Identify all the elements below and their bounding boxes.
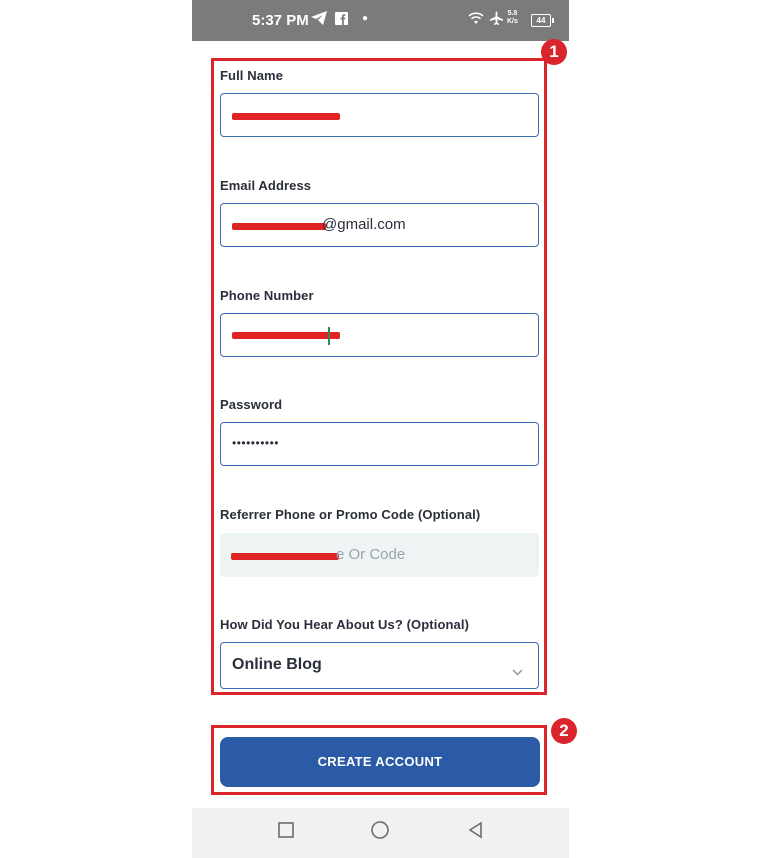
network-speed-value: 5.8 bbox=[507, 10, 518, 17]
full-name-label: Full Name bbox=[220, 68, 284, 83]
annotation-box-button bbox=[211, 725, 547, 795]
home-icon[interactable] bbox=[370, 821, 390, 847]
recent-apps-icon[interactable] bbox=[277, 821, 295, 845]
email-value-suffix: @gmail.com bbox=[322, 216, 406, 233]
notification-dot-icon: ● bbox=[362, 13, 369, 24]
annotation-box-form bbox=[211, 58, 547, 695]
airplane-icon bbox=[489, 11, 504, 30]
referrer-label: Referrer Phone or Promo Code (Optional) bbox=[220, 507, 481, 522]
referrer-placeholder-suffix: e Or Code bbox=[336, 546, 406, 563]
status-bar bbox=[192, 0, 569, 41]
email-label: Email Address bbox=[220, 178, 312, 193]
create-account-button[interactable]: CREATE ACCOUNT bbox=[220, 737, 540, 787]
phone-label: Phone Number bbox=[220, 288, 314, 303]
network-speed-unit: K/s bbox=[507, 18, 518, 25]
back-icon[interactable] bbox=[467, 821, 485, 845]
telegram-icon bbox=[311, 11, 327, 29]
annotation-number-2: 2 bbox=[551, 718, 577, 744]
battery-icon: 44 bbox=[531, 14, 551, 27]
status-time: 5:37 PM bbox=[252, 12, 309, 29]
annotation-number-1: 1 bbox=[541, 39, 567, 65]
hear-about-selected: Online Blog bbox=[232, 656, 322, 673]
password-label: Password bbox=[220, 397, 283, 412]
facebook-icon bbox=[335, 12, 348, 29]
password-value: •••••••••• bbox=[232, 436, 280, 450]
android-nav-bar bbox=[192, 808, 569, 858]
hear-about-label: How Did You Hear About Us? (Optional) bbox=[220, 617, 470, 632]
network-speed bbox=[507, 10, 518, 26]
wifi-icon bbox=[468, 12, 484, 29]
